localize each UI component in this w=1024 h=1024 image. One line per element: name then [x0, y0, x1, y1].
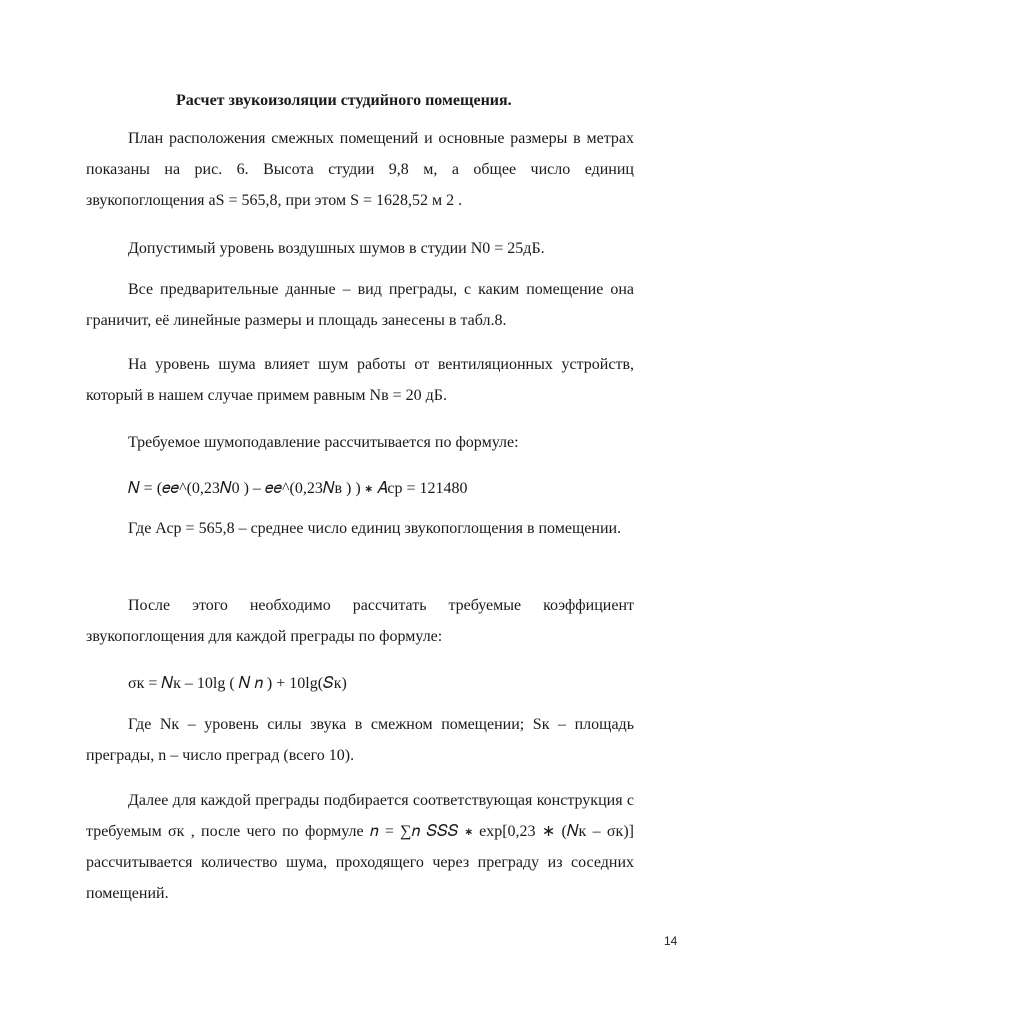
paragraph-absorption-units: Где Аср = 565,8 – среднее число единиц звукопоглощения в помещении. [128, 520, 622, 537]
paragraph-allowed-noise-level: Допустимый уровень воздушных шумов в студии N0 = 25дБ. [128, 240, 545, 257]
formula-absorption-coefficient: σк = 𝑁к – 10lg ( 𝑁 𝑛 ) + 10lg(𝑆к) [128, 675, 347, 692]
paragraph-construction-selection: Далее для каждой преграды подбирается соответствующая конструкция с требуемым σк , после чего по формуле 𝑛 = ∑𝑛 𝑆𝑆𝑆 ∗ exp[0,23 ∗ (𝑁к – σк)] рассчитывается количество шума, проходящего через преграду из соседних помещений. [86, 792, 634, 902]
paragraph-formula-intro: Требуемое шумоподавление рассчитывается по формуле: [128, 434, 519, 451]
paragraph-absorption-coefficient: После этого необходимо рассчитать требуемые коэффициент звукопоглощения для каждой преграды по формуле: [86, 597, 634, 645]
page-number: 14 [664, 934, 678, 948]
formula-noise-reduction: 𝑁 = (𝑒𝑒^(0,23𝑁0 ) – 𝑒𝑒^(0,23𝑁в ) ) ∗ 𝐴ср = 121480 [128, 480, 468, 497]
paragraph-preliminary-data: Все предварительные данные – вид преграды, с каким помещение она граничит, её линейные размеры и площадь занесены в табл.8. [86, 281, 634, 329]
section-heading: Расчет звукоизоляции студийного помещения. [176, 92, 512, 109]
paragraph-variable-definitions: Где Nк – уровень силы звука в смежном помещении; Sк – площадь преграды, n – число преград (всего 10). [86, 716, 634, 764]
paragraph-room-dimensions: План расположения смежных помещений и основные размеры в метрах показаны на рис. 6. Высота студии 9,8 м, а общее число единиц звукопоглощения aS = 565,8, при этом S = 1628,52 м 2 . [86, 130, 634, 209]
paragraph-ventilation-noise: На уровень шума влияет шум работы от вентиляционных устройств, который в нашем случае примем равным Nв = 20 дБ. [86, 356, 634, 404]
